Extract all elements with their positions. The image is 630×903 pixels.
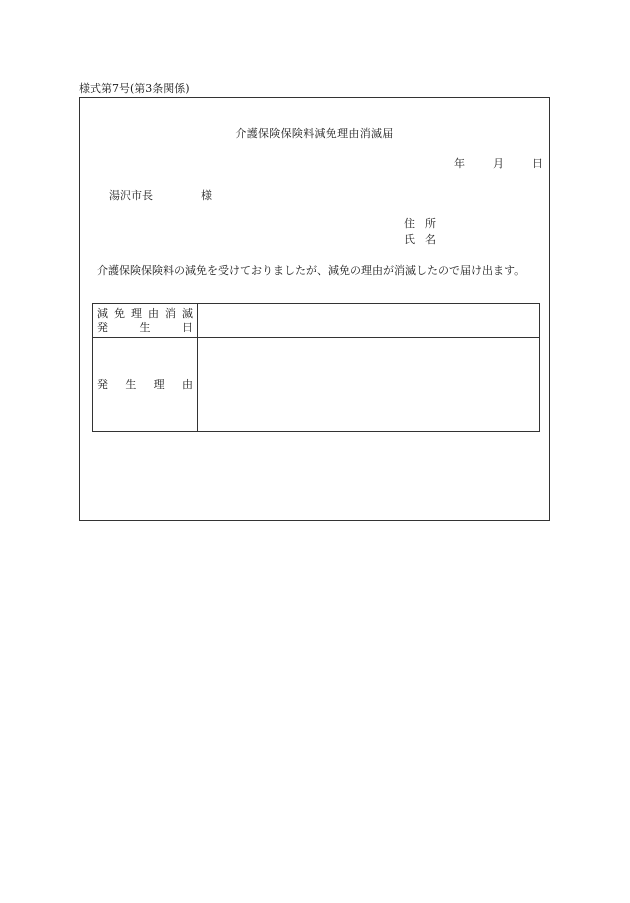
table-row xyxy=(93,304,540,338)
form-title: 介護保険保険料減免理由消滅届 xyxy=(235,127,394,140)
statement-text: 介護保険保険料の減免を受けておりましたが、減免の理由が消滅したので届け出ます。 xyxy=(97,264,526,277)
occurrence-reason-field[interactable] xyxy=(198,338,540,432)
name-label: 氏 名 xyxy=(404,233,436,246)
extinction-date-label: 減 免 理 由 消 滅 発 生 日 xyxy=(93,304,198,338)
form-number: 様式第7号(第3条関係) xyxy=(79,82,190,95)
extinction-date-field[interactable] xyxy=(198,304,540,338)
addressee-name: 湯沢市長 xyxy=(109,189,153,202)
date-line xyxy=(454,155,543,171)
applicant-block xyxy=(404,216,436,248)
address-label: 住 所 xyxy=(404,217,436,230)
date-month-label: 月 xyxy=(493,157,504,170)
addressee-honorific: 様 xyxy=(201,189,212,202)
form-frame xyxy=(79,97,550,521)
table-row xyxy=(93,338,540,432)
addressee xyxy=(109,187,212,203)
occurrence-reason-label: 発 生 理 由 xyxy=(93,338,198,432)
detail-table xyxy=(92,303,540,432)
date-year-label: 年 xyxy=(454,157,465,170)
date-day-label: 日 xyxy=(532,157,543,170)
